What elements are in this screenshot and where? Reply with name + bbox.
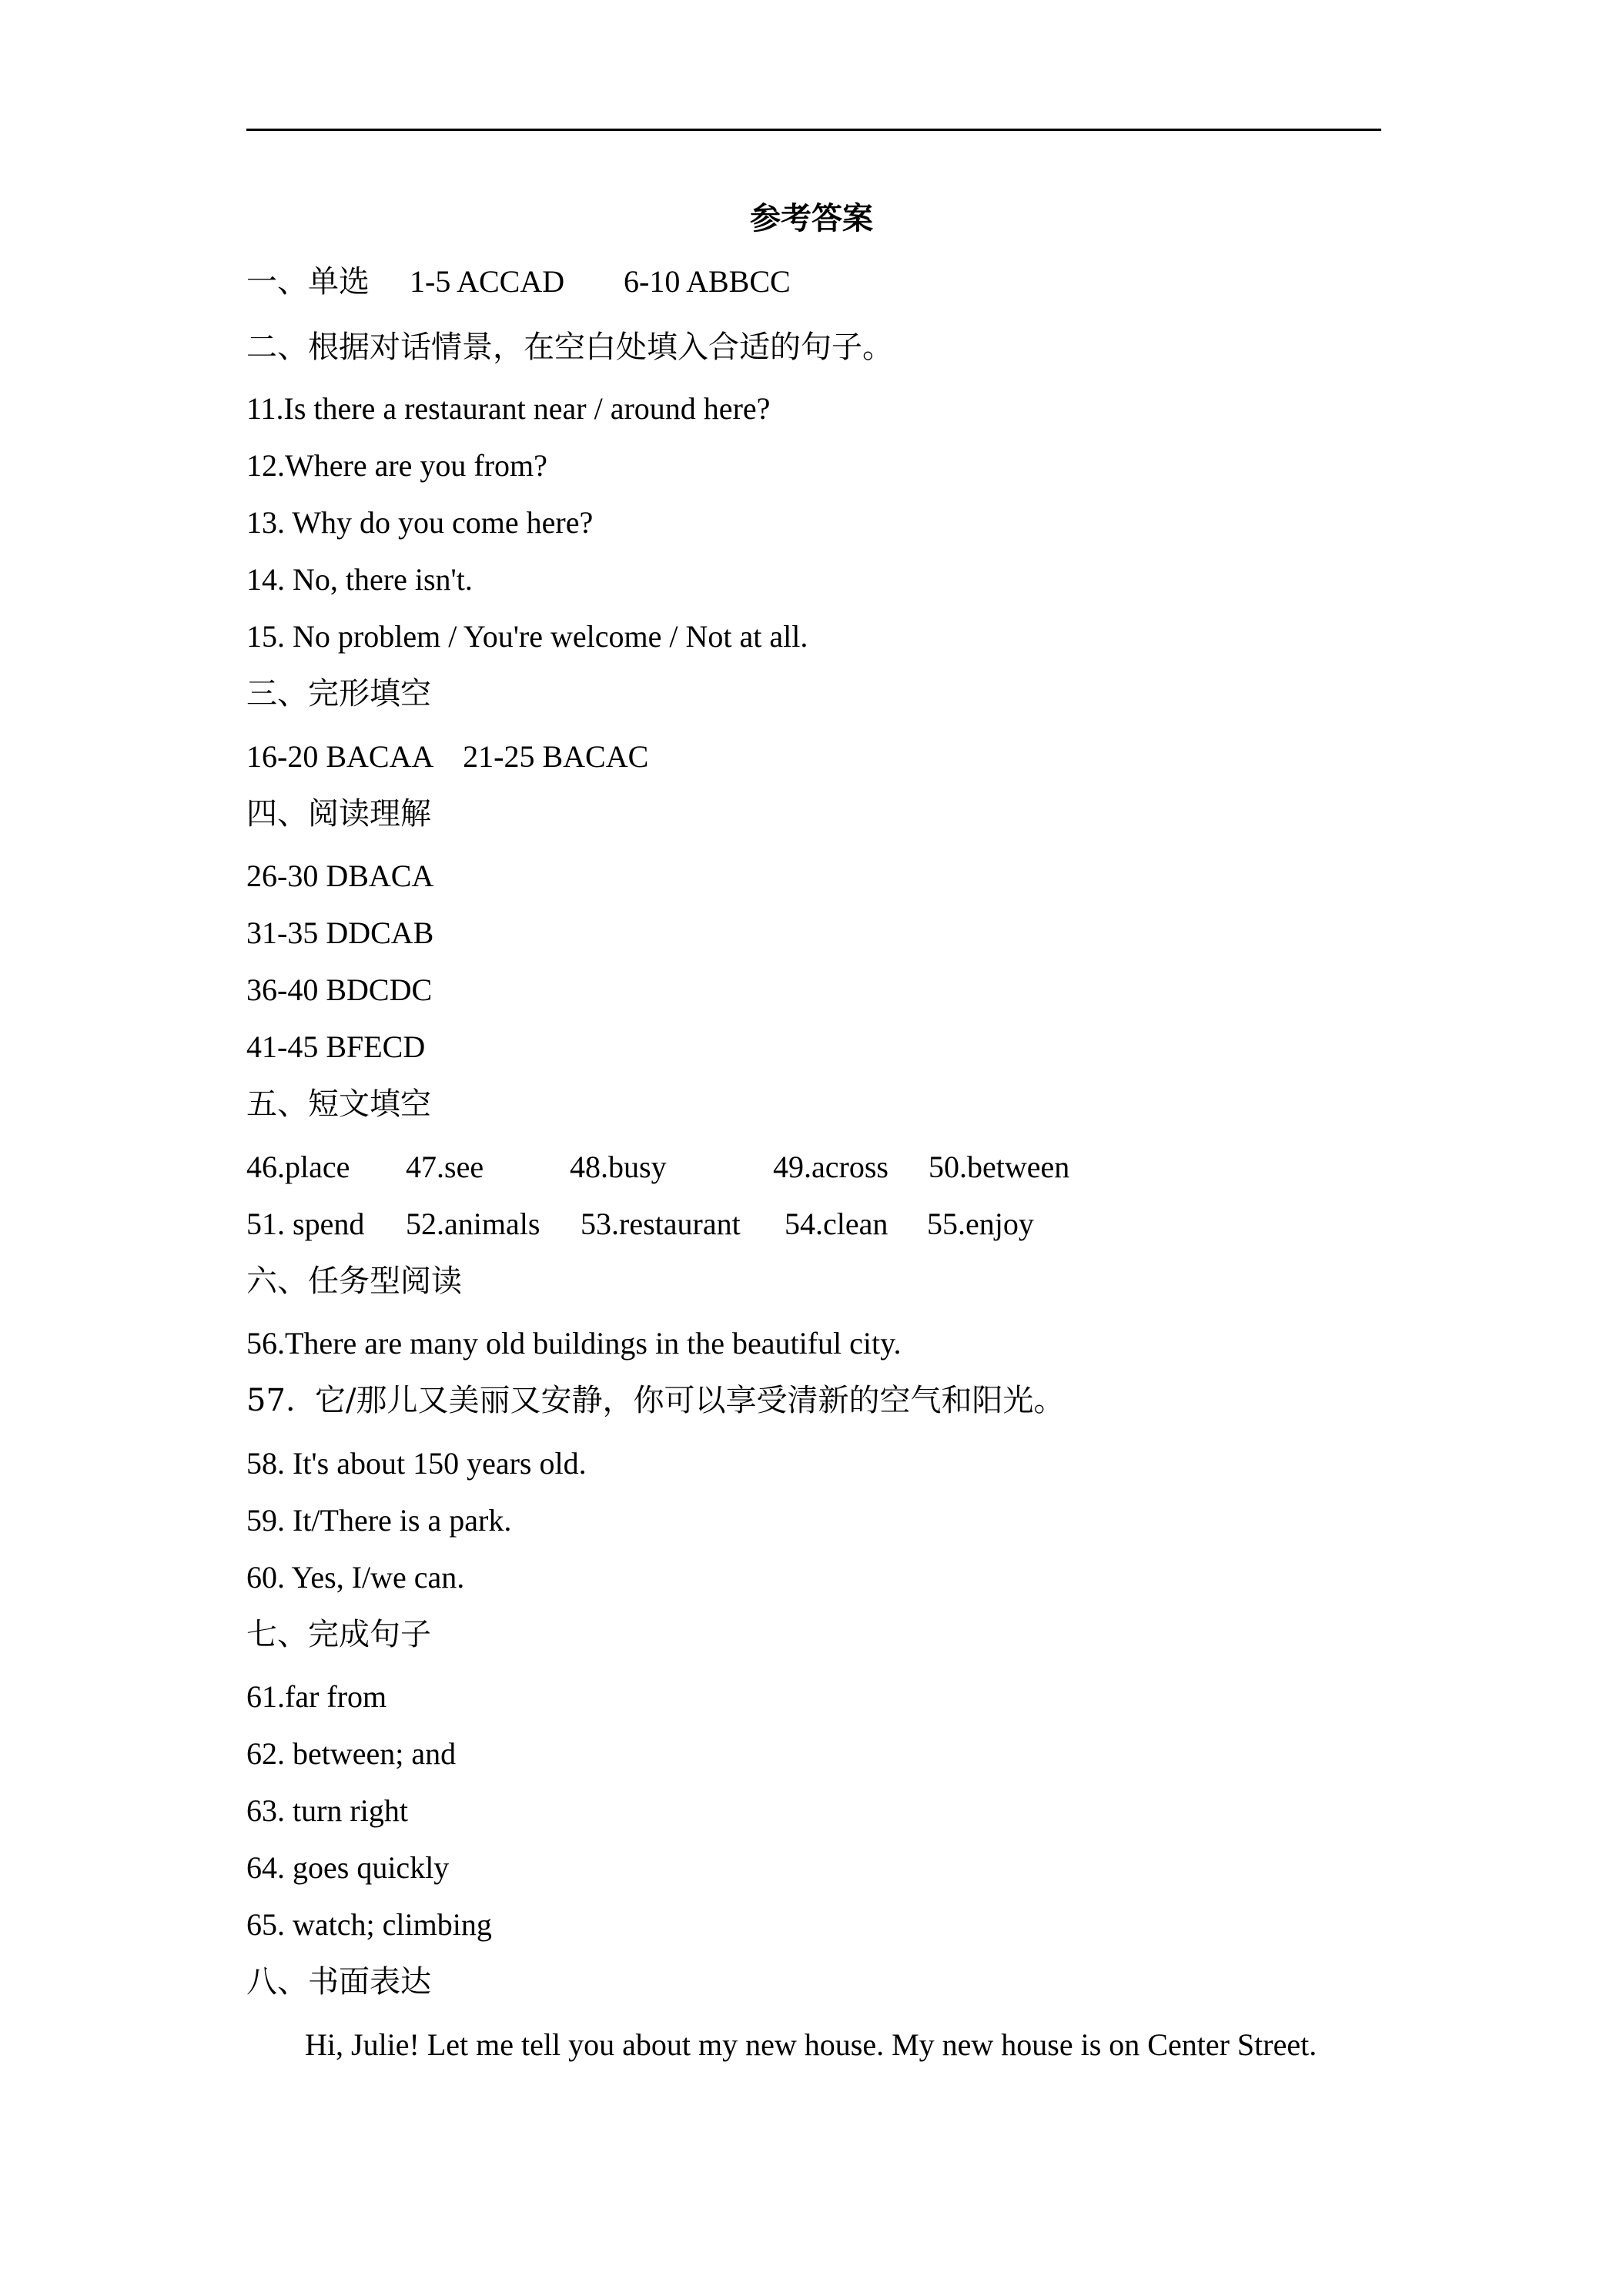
section-1-answers-1-5: 1-5 ACCAD <box>410 264 565 299</box>
header-rule <box>246 129 1381 131</box>
answer-65: 65. watch; climbing <box>246 1907 492 1942</box>
answer-15: 15. No problem / You're welcome / Not at all. <box>246 619 808 654</box>
section-1-heading: 一、单选 <box>246 264 370 300</box>
section-6-heading: 六、任务型阅读 <box>246 1263 462 1299</box>
answer-57: 57. 它/那儿又美丽又安静，你可以享受清新的空气和阳光。 <box>246 1383 1065 1418</box>
answer-51: 51. spend <box>246 1207 365 1241</box>
section-3-answers: 16-20 BACAA 21-25 BACAC <box>246 739 649 774</box>
answer-62: 62. between; and <box>246 1736 457 1771</box>
answer-11: 11.Is there a restaurant near / around here? <box>246 391 771 426</box>
section-3-heading: 三、完形填空 <box>246 676 431 711</box>
answer-52: 52.animals <box>406 1207 540 1241</box>
section-7-heading: 七、完成句子 <box>246 1617 431 1652</box>
answer-54: 54.clean <box>785 1207 888 1241</box>
answer-64: 64. goes quickly <box>246 1850 450 1885</box>
answer-61: 61.far from <box>246 1679 387 1714</box>
answer-12: 12.Where are you from? <box>246 448 547 483</box>
answer-63: 63. turn right <box>246 1793 408 1828</box>
section-4-heading: 四、阅读理解 <box>246 796 431 832</box>
answer-13: 13. Why do you come here? <box>246 505 594 540</box>
answer-49: 49.across <box>773 1150 888 1184</box>
writing-paragraph: Hi, Julie! Let me tell you about my new house. My new house is on Center Street. <box>305 2027 1317 2062</box>
answer-56: 56.There are many old buildings in the beautiful city. <box>246 1326 902 1361</box>
answers-31-35: 31-35 DDCAB <box>246 915 434 950</box>
answer-58: 58. It's about 150 years old. <box>246 1446 587 1481</box>
answer-55: 55.enjoy <box>927 1207 1034 1241</box>
page-title: 参考答案 <box>750 200 873 236</box>
answer-59: 59. It/There is a park. <box>246 1503 512 1538</box>
section-8-heading: 八、书面表达 <box>246 1964 431 2000</box>
answer-60: 60. Yes, I/we can. <box>246 1560 465 1595</box>
answer-48: 48.busy <box>570 1150 667 1184</box>
answers-36-40: 36-40 BDCDC <box>246 972 433 1007</box>
answer-53: 53.restaurant <box>581 1207 741 1241</box>
answers-41-45: 41-45 BFECD <box>246 1029 426 1064</box>
answer-50: 50.between <box>929 1150 1070 1184</box>
answers-26-30: 26-30 DBACA <box>246 858 434 893</box>
section-2-heading: 二、根据对话情景，在空白处填入合适的句子。 <box>246 330 893 365</box>
answer-14: 14. No, there isn't. <box>246 562 473 597</box>
answer-46: 46.place <box>246 1150 350 1184</box>
answer-47: 47.see <box>406 1150 484 1184</box>
section-1-answers-6-10: 6-10 ABBCC <box>624 264 791 299</box>
section-5-heading: 五、短文填空 <box>246 1086 431 1122</box>
